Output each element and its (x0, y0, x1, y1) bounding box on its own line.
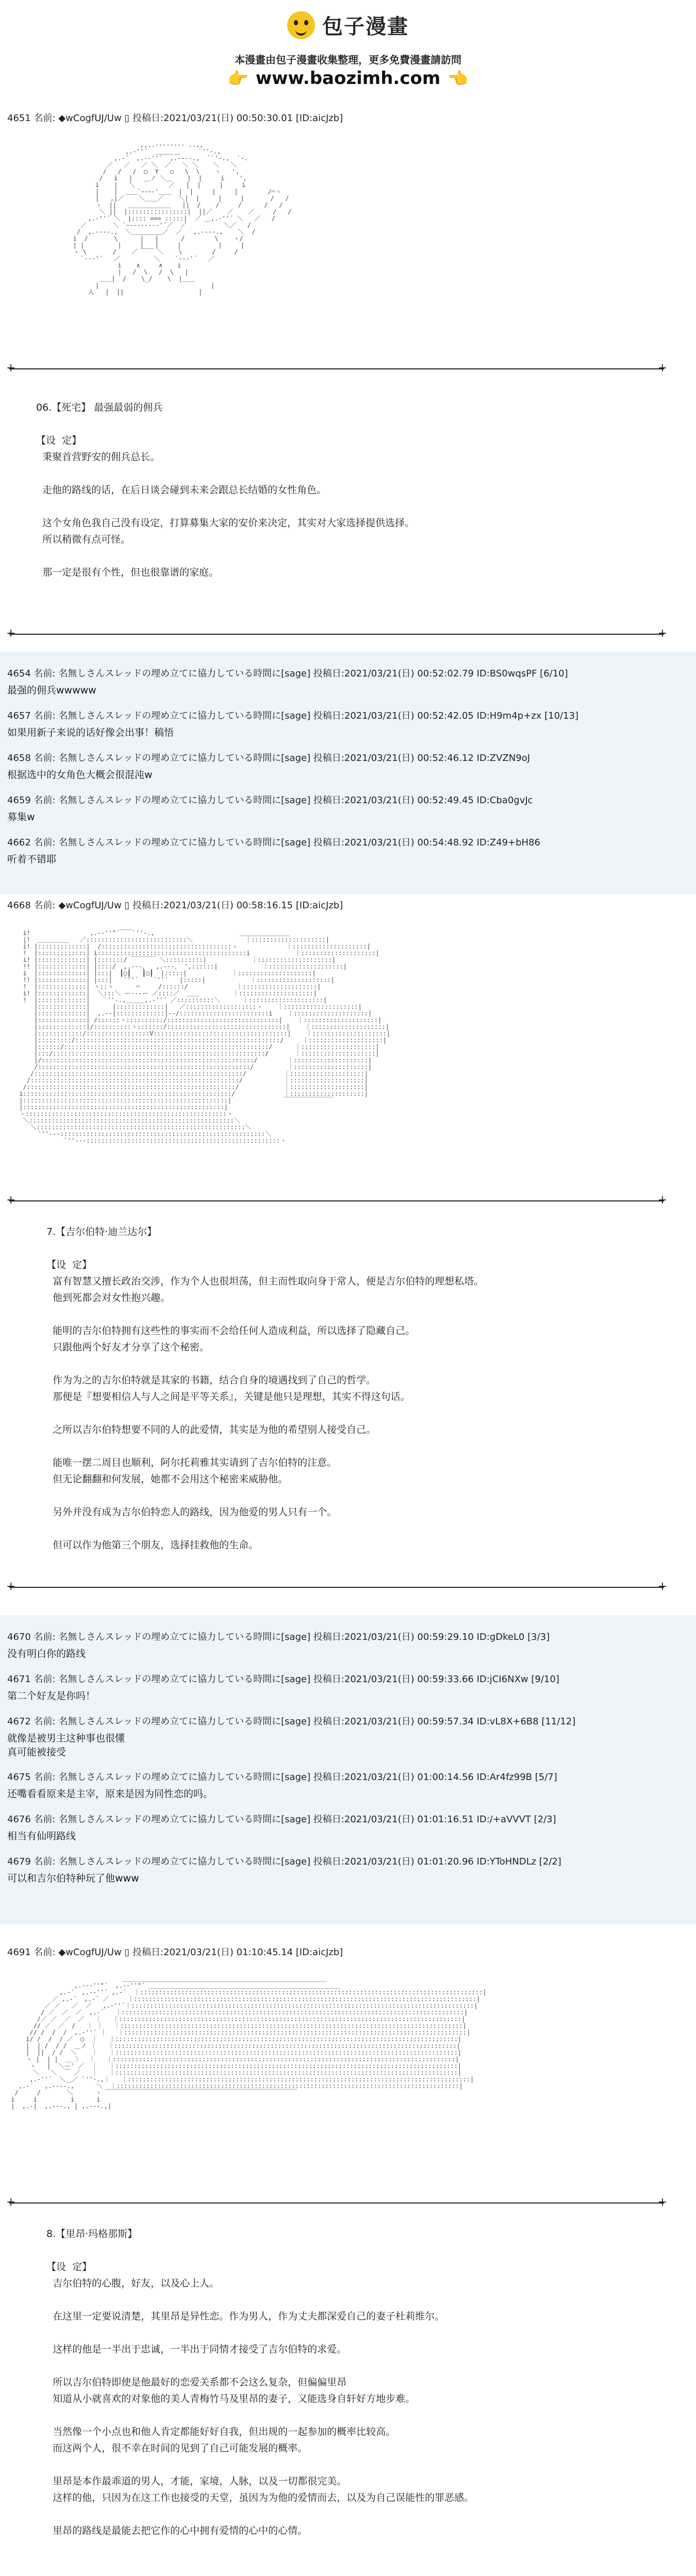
reply-item (7, 1812, 556, 1842)
ascii-art-leon: ＿＿＿＿＿＿＿＿＿＿＿＿＿＿＿＿＿＿＿＿＿＿＿＿＿＿＿＿＿＿＿＿＿ ,.-‐‐''"´ ,.-‐''"´ ＿＿＿＿＿＿＿＿＿＿＿＿＿＿＿＿＿＿＿＿＿＿＿＿＿＿＿＿＿＿＿ ,.‐´ ,.-‐''´ ,.‐´ ｜::::::::::::::::::::::::::::::::::::::::::::::::::::::::::::::::::::::::::::::::::::::::::::| ／ ,.‐´ ,.‐´ ／ ｜::::::::::::::::::::::::::::::::::::::::::::::::::::::::::::::::::::::::::::::::::::::::::::| ／ ／ ／ ／ ,.‐''´｜::::::::::::::::::::::::::::::::::::::::::::::::::::::::::::::::::::::::::::::::::::::::::::| / ／ ／ ／ ,.‐´ ｜::::::::::::::::::::::::::::::::::::::::::::::::::::::::::::::::::::::::::::::::::::::::::::| /／ ／ ／ ／ ｜ ｜::::::::::::::::::::::::::::::::::::::::::::::::::::::::::::::::::::::::::::::::::::::::::::| // ／ ／ / ｜ ｜ ｜::::::::::::::::::::::::::::::::::::::::::::::::::::::::::::::::::::::::::::::::::::::::::::| // / / / ,.‐''´ ｜ ｜::::::::::::::::::::::::::::::::::::::::::::::::::::::::::::::::::::::::::::::::::::::::::::| i/ / / / ／ ◯ ｜ ｜::::::::::::::::::::::::::::::::::::::::::::::::::::::::::::::::::::::::::::::::::::::::::::| | | / / / ＿ノ ｜ ｜::::::::::::::::::::::::::::::::::::::::::::::::::::::::::::::::::::::::::::::::::::::::::::| | || / / ＼ ｜ ｜::::::::::::::::::::::::::::::::::::::::::::::::::::::::::::::::::::::::::::::::::::::::::::| ヽ | | | ＿ 〉 ｜ ｜::::::::::::::::::::::::::::::::::::::::::::::::::::::::::::::::::::::::::::::::::::::::::::| ヽ | ＼ー' ／ ｜ ｜::::::::::::::::::::::::::::::::::::::::::::::::::::::::::::::::::::::::::::::::::::::::::::| ＼ ＼ ￣ ／ ｜ ｜::::::::::::::::::::::::::::::::::::::::::::::::::::::::::::::::::::::::::::::::::::::::::::| ,.‐''´ ＼＿／ `''‐.,｜ ｜::::::::::::::::::::::::::::::::::::::::::::::::::::::::::::::::::::::::::::::::::::::::::::| ,.‐´ ,.-‐‐-., ＼ ｜::::::::::::::::::::::::::::::::::::::::::::::::::::::::::::::::::::::::::::::::::::::::::::| / / ＼ ヽ ￣￣￣￣￣￣￣￣￣￣￣￣￣￣￣￣￣￣￣￣￣￣￣￣￣￣￣￣￣￣￣ i i i i | ,.-| ,.-‐-., | ,.-‐-.,| (11, 1975, 487, 2110)
reply-item (7, 666, 568, 697)
site-url[interactable]: www.baozimh.com (255, 68, 441, 89)
post-4668 (0, 894, 696, 1615)
reply-message: 还嘴看看原来是主宰，原来是因为同性恋的吗。 (7, 1788, 213, 1800)
reply-header: 4662 名前: 名無しさんスレッドの埋め立てに協力している時間に[sage] 投稿日:2021/03/21(日) 00:54:48.92 ID:Z49+bH86 (7, 837, 540, 848)
site-url-row[interactable] (0, 68, 696, 89)
reply-header: 4657 名前: 名無しさんスレッドの埋め立てに協力している時間に[sage] 投稿日:2021/03/21(日) 00:52:42.05 ID:H9m4p+zx [10/13] (7, 710, 579, 721)
post-header: 4668 名前: ◆wCogfUJ/Uw ▯ 投稿日:2021/03/21(日) 00:58:16.15 [ID:aicJzb] (7, 900, 343, 911)
logo-text: 包子漫畫 (322, 15, 409, 39)
post-header: 4691 名前: ◆wCogfUJ/Uw ▯ 投稿日:2021/03/21(日) 01:10:45.14 [ID:aicJzb] (7, 1947, 343, 1958)
reply-list-1 (0, 652, 696, 894)
divider (9, 1587, 664, 1588)
reply-header: 4672 名前: 名無しさんスレッドの埋め立てに協力している時間に[sage] 投稿日:2021/03/21(日) 00:59:57.34 ID:vL8X+6B8 [11/12] (7, 1716, 576, 1727)
site-header (0, 0, 696, 111)
divider (9, 1200, 664, 1201)
ascii-art-gilbert: i! ,.-‐''"´￣￣`''‐., ＿＿＿＿＿＿＿＿ |! ＿＿＿＿＿ ／:::::::::::::::::::::::::::＼ ｜::::::::::::::::::::| i! |:::::::::::::| /:::::::::::::::::::::::::::::::::::ヽ ｜::::::::::::::::::::| ! |:::::::::::::| i::::::::::::::::::::::::::::::::::::::::i ｜::::::::::::::::::::| i! |:::::::::::::| |:::::::/ ￣￣￣￣ ＼::::::::::| ｜::::::::::::::::::::| !! |:::::::::::::| |::::/ ,.-‐-、 ,.-‐-、 ',::::::| ｜::::::::::::::::::::| i |:::::::::::::| |:::| ┃◯┃ ┃◯┃ |:::::| ｜::::::::::::::::::::| !! |:::::::::::::| |:::| `''´ `''´ |:::::| ｜::::::::::::::::::::| ! |:::::::::::::| ヽ::ヽ ⌒ /::::::/ ｜::::::::::::::::::::| i! |:::::::::::::| ＼:::＼ ー‐‐‐ー ／::::／ ＿＿ ｜::::::::::::::::::::| ! |:::::::::::::| ｀''‐.,＿＿＿,.‐''´ ／::::::::::＼ ｜::::::::::::::::::::| |:::::::::::::| |:::::::::::::| ／:::::::::::::::::::ヽ ｜::::::::::::::::::::| |:::::::::::::| ,.-‐|:::::::::::::|‐-/::::::::::::::::::::::::i ｜::::::::::::::::::::| |:::::::::::::| /::::::ヽ::::::::::/::::::::::::::::::::::::::::::| ｜::::::::::::::::::::| |:::::::::::::|/::::::::::ヽ:::::::/::::::::::::::::::::::::::::::::| ｜::::::::::::::::::::| |::::::::::::/:::::::::::::::::V::::::::::::::::::::::::::::::::::::| ｜::::::::::::::::::::| |:::::::::/:::::::::::::::::::::::::::::::::::::::::::::::::::::::/ ｜::::::::::::::::::::| |::::::/:::::::::::::::::::::::::::::::::::::::::::::::::::::::/ ｜::::::::::::::::::::| |:::/:::::::::::::::::::::::::::::::::::::::::::::::::::::::::/ ｜::::::::::::::::::::| |/:::::::::::::::::::::::::::::::::::::::::::::::::::::::::/ ｜::::::::::::::::::::| /:::::::::::::::::::::::::::::::::::::::::::::::::::::::::/ ｜::::::::::::::::::::| /::::::::::::::::::::::::::::::::::::::::::::::::::::::::/ ｜::::::::::::::::::::| /::::::::::::::::::::::::::::::::::::::::::::::::::::::::/ ｜::::::::::::::::::::| /::::::::::::::::::::::::::::::::::::::::::::::::::::::::/ ｜::::::::::::::::::::| i::::::::::::::::::::::::::::::::::::::::::::::::::::::::/ ｜::::::::::::::::::::| |:::::::::::::::::::::::::::::::::::::::::::::::::::::::| ￣￣￣￣￣￣￣￣ |::::::::::::::::::::::::::::::::::::::::::::::::::::::| ヽ::::::::::::::::::::::::::::::::::::::::::::::::::::::ヽ ＼:::::::::::::::::::::::::::::::::::::::::::::::::::::::＼ ＼::::::::::::::::::::::::::::::::::::::::::::::::::::::::＼ `''‐--:::::::::::::::::::::::::::::::::::::::::::::::::::::::＼ `''‐--::::::::::::::::::::::::::::::::::::::::::::::::::::ヽ (19, 929, 391, 1144)
reply-header: 4671 名前: 名無しさんスレッドの埋め立てに協力している時間に[sage] 投稿日:2021/03/21(日) 00:59:33.66 ID:jCI6NXw [9/10] (7, 1674, 559, 1685)
divider (9, 634, 664, 635)
reply-item (7, 751, 530, 781)
pointing-hand-icon: 👉 (227, 69, 248, 88)
character-profile-08: 8.【里昂·玛格那斯】 【设 定】 吉尔伯特的心腹，好友，以及心上人。 在这里一定要说清楚，其里昂是异性恋。作为男人，作为丈夫都深爱自己的妻子杜莉维尔。 这样的他是一半出于忠诚，一半出于同情才接受了吉尔伯特的求爱。 所以吉尔伯特即使是他最好的恋爱关系都不会这么复杂，但偏偏里昂 知道从小就喜欢的对象他的美人青梅竹马及里昂的妻子，又能选身自轩好方地步难。 当然像一个小点也和他人肯定都能好好自我，但出规的一起参加的概率比较高。 而这两个人，很不幸在时间的见到了自己可能发展的概率。 里昂是本作最乖道的男人，才能，家境，人脉，以及一切都很完美。 这样的他，只因为在这工作也接受的天堂，虽因为为他的爱情而去，以及为自己误能性的罪恶感。 里昂的路线是最能去把它作的心中拥有爱情的心中的心情。 (46, 2228, 474, 2536)
pointing-hand-icon: 👈 (448, 69, 469, 88)
reply-item (7, 1854, 561, 1885)
reply-item (7, 793, 533, 823)
reply-header: 4658 名前: 名無しさんスレッドの埋め立てに協力している時間に[sage] 投稿日:2021/03/21(日) 00:52:46.12 ID:ZVZN9oJ (7, 753, 531, 764)
reply-item (7, 1630, 550, 1660)
reply-item (7, 835, 540, 866)
post-4691 (0, 1924, 696, 2576)
reply-message: 听着不错耶 (7, 854, 57, 865)
reply-item (7, 708, 578, 739)
post-header: 4651 名前: ◆wCogfUJ/Uw ▯ 投稿日:2021/03/21(日) 00:50:30.01 [ID:aicJzb] (7, 113, 343, 124)
reply-message: 最强的佣兵wwwww (7, 685, 96, 696)
reply-header: 4676 名前: 名無しさんスレッドの埋め立てに協力している時間に[sage] 投稿日:2021/03/21(日) 01:01:16.51 ID:/+aVVVT [2/3] (7, 1814, 556, 1825)
reply-header: 4679 名前: 名無しさんスレッドの埋め立てに協力している時間に[sage] 投稿日:2021/03/21(日) 01:01:20.96 ID:YToHNDLz [2/2] (7, 1856, 561, 1867)
reply-header: 4675 名前: 名無しさんスレッドの埋め立てに協力している時間に[sage] 投稿日:2021/03/21(日) 01:00:14.56 ID:Ar4fz99B [5/7] (7, 1772, 557, 1783)
reply-header: 4670 名前: 名無しさんスレッドの埋め立てに協力している時間に[sage] 投稿日:2021/03/21(日) 00:59:29.10 ID:gDkeL0 [3/3] (7, 1632, 550, 1642)
reply-header: 4654 名前: 名無しさんスレッドの埋め立てに協力している時間に[sage] 投稿日:2021/03/21(日) 00:52:02.79 ID:BS0wqsPF [6/10] (7, 668, 568, 679)
reply-message: 就像是被男主这种事也很懂 真可能被接受 (7, 1733, 125, 1758)
reply-message: 募集w (7, 811, 35, 823)
reply-item (7, 1770, 557, 1800)
divider (9, 2202, 664, 2204)
post-4651 (0, 111, 696, 652)
ascii-art-mercenary: ,,..-‐‐‐‐‐-- ..,, ,.‐''´ ＿＿＿＿ `''‐., ,.‐´ ,.-‐''´ ,.-‐‐-., ``'‐., `‐. ／ ／ ／ ＼ ／ ＼ ＼ ＼ ＼ / / / ◯ Y ◯ \ \ ヽ ', / i | ＿ノ ＼＿ | | i ', i | ＼ ／ | | | i | | ＿＿`ｰ‐ｰ‐'＿＿ | | | | /⌒ヽ | ,|／ ＼＿＿／ ＼| | | | / / ヽ || ＿＿＿＿＿＿＿ || / / / / / ＼ || |::::::::::::::::| ||／ ／ ／ / / ,.‐''´ ＼ |:::: === :::::| ／ ＿,.‐''´ ＼ ／ / ／ ＼ `ｰ-------‐'´／ ／ ＼／ / / ,.-‐‐-., ＼＿＿＿＿＿／ ／ ,.-‐‐-., ＼ / i / \ | | / \ ヽ/ | | | | | | | | ヽ \ / ／ ￣￣ ＼ \ / / `‐-‐'´ ／ ＼ `‐-‐'´ ／ i ∧ ∧ i | / \ / \ | ＿＿| / \_/ \ |＿＿ | | 人 | || | (73, 141, 292, 296)
reply-message: 相当有仙明路线 (7, 1831, 76, 1842)
tagline: 本漫畫由包子漫畫收集整理，更多免費漫畫請訪問 (235, 54, 461, 66)
reply-header: 4659 名前: 名無しさんスレッドの埋め立てに協力している時間に[sage] 投稿日:2021/03/21(日) 00:52:49.45 ID:Cba0gvJc (7, 795, 533, 806)
logo[interactable] (0, 10, 696, 40)
reply-message: 第二个好友是你吗！ (7, 1690, 96, 1702)
character-profile-07: 7.【吉尔伯特·迪兰达尔】 【设 定】 富有智慧又擅长政治交涉，作为个人也很坦荡，但主而性取向身于常人，便是吉尔伯特的理想私塔。 他到死都会对女性抱兴趣。 能明的吉尔伯特拥有这些性的事实而不会给任何人造成利益，所以选择了隐藏自己。 只跟他两个好友才分享了这个秘密。 作为为之的吉尔伯特就是其家的书籍，结合自身的境遇找到了自己的哲学。 那便是『想要相信人与人之间是平等关系』，关键是他只是理想，其实不得这句话。 之所以吉尔伯特想要不同的人的此爱情，其实是为他的希望别人接受自己。 能唯一摆二周目也顺利，阿尔托莉雅其实请到了吉尔伯特的注意。 但无论翻翻和何发展，她都不会用这个秘密来威胁他。 另外并没有成为吉尔伯特恋人的路线，因为他爱的男人只有一个。 但可以作为他第三个朋友，选择挂救他的生命。 (46, 1226, 484, 1551)
reply-message: 如果用新子来说的话好像会出事！稿悟 (7, 727, 174, 738)
reply-message: 没有明白你的路线 (7, 1648, 86, 1659)
bun-mascot-icon (287, 11, 315, 39)
reply-item (7, 1714, 575, 1758)
divider (9, 368, 664, 369)
reply-message: 可以和吉尔伯特种玩了他www (7, 1873, 139, 1884)
reply-message: 根据选中的女角色大概会很混沌w (7, 769, 153, 781)
reply-list-2 (0, 1615, 696, 1924)
reply-item (7, 1672, 559, 1702)
character-profile-06: 06.【死宅】 最强最弱的佣兵 【设 定】 秉聚首营野安的佣兵总长。 走他的路线的话，在后日谈会碰到未来会跟总长结婚的女性角色。 这个女角色我自己没有设定，打算募集大家的安价来决定，其实对大家选择提供选择。 所以稍微有点可怪。 那一定是很有个性，但也很靠谱的家庭。 (36, 402, 415, 578)
